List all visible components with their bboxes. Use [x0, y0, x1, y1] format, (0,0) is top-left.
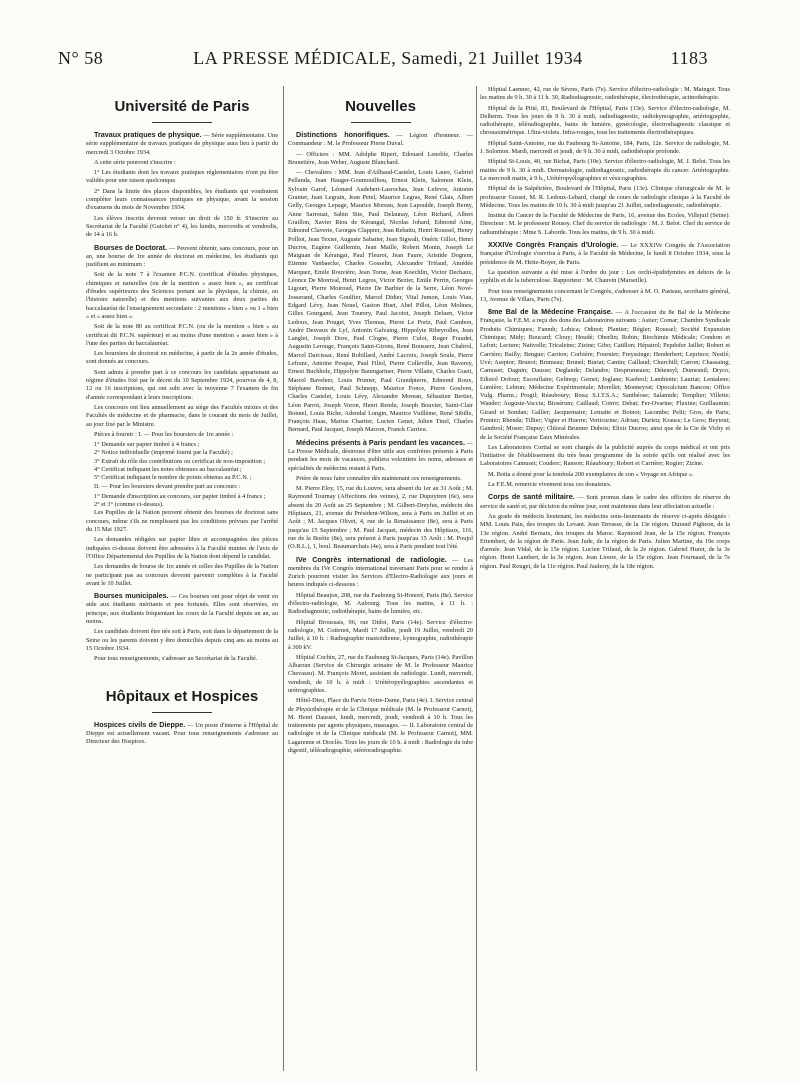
masthead	[58, 48, 708, 70]
paragraph: Hôpital Broussais, 96, rue Didot, Paris (14e). Service d'électro-radiologie, M. Cottenot, Mardi 17 Juillet, jeudi 19 Juillet, vendredi 20 Juillet, à 10 h. : Radiographie mastoïdienne, kymographie, radiothérapie à 300 kV.	[288, 618, 473, 651]
column-rule-1	[283, 86, 284, 1071]
article-congres-radiologie: IVe Congrès international de radiologie. — Les membres du IVe Congrès international traversant Paris pour se rendre à Zurich pourront visiter les Services d'Electro-Radiologie aux jours et heures indiqués ci-dessous :	[288, 554, 473, 589]
list-item: 4° Certificat indiquant les notes obtenues au baccalauréat ;	[94, 465, 242, 473]
paragraph: 2° Dans la limite des places disponibles, les étudiants qui voudraient compléter leurs connaissances pratiques en physique, avant la session d'examens du mois de Novembre 1934.	[86, 187, 278, 212]
paragraph: Prière de nous faire connaître dès maintenant ces renseignements.	[296, 474, 462, 482]
page-number: 1183	[670, 48, 708, 68]
article-bal-medecine: 8me Bal de la Médecine Française. — A l'occasion du 8e Bal de la Médecine Française, la F.E.M. a reçu des dons des Laboratoires suivants : Astier; Comar; Chambre Syndicale Produits Chimiques; Fanmh; Lobica; Odinot; Plantier; Régier; Roussel; Société Expansion Chimique; Midy; Boucard; Clouy; Houdé; Oberlin; Robin; Biochimie Médicale; Condom et Lefort; Lecture; Nativelle; Tricaleine; Zizine; Gibo; Catillon; Hépatrol; Pepdofer Jaillet; Robert et Carrière; Bailly; Bengue; Carrion; Corbière; Fournier; Freyssinge; Henderbert; Leprince; Nestlé; Uvé; Aseptor; Brunot; Brumeau; Brunel; Buriat; Cantin; Caillaud; Churchill; Carron; Chassaing; Camuset; Dagnin; Dausse; Deglande; Delandre; Desprumeaux; Détensyl; Dumesnil; Dryco; Edistol Dofour; Escouflaire; Gelinop; Gemet; Joglane; Kaobrol; Lambiotte; Lauriat; Lentalene; Lumière; Lebrun; Médecine Expérimentale; Morellet; Monneyrat; Opocalcium Bancon; Office Vulg. Pharm.; Progil; Réauboury; Rosa; S.I.T.S.A.; Santhéose; Salamide; Templier; Villette; Wander; Auguste-Vacciu; Biosérum; Caillaud; Coirre; Debat; Fer-Ovarine; Fluxine; Guillaumin; Girard et Sondan; Gallier; Jacquemaire; Lematte et Boinot; Lacombe; Pelit; Gros, de Paris; Prunier; Rhenda; Tillier; Vigier et Huerre; Verticurine; Adrian; Durieu; Krauss; Le Gros; Beytout; Gambrol; Moser; Dupuy; Chloral Brunner Dubois; Elixir Ducros; ainsi que de la Cie de Vichy et de la Société Française Eaux Minérales.	[480, 307, 730, 441]
article-lead: IVe Congrès international de radiologie.	[296, 554, 447, 564]
article-medecins-presents: Médecins présents à Paris pendant les vacances. — La Presse Médicale, désireuse d'être utile aux confrères présents à Paris pendant les mois de vacances, publiera volontiers les noms, adresses et spécialités de médecins restant à Paris.	[288, 437, 473, 472]
article-congres-urologie: XXXIVe Congrès Français d'Urologie. — Le XXXIVe Congrès de l'Association française d'Urologie s'ouvrira à Paris, à la Faculté de Médecine, le lundi 8 Octobre 1934, sous la présidence de M. Heitz-Boyer, de Paris.	[480, 240, 730, 266]
article-lead: XXXIVe Congrès Français d'Urologie.	[488, 240, 619, 250]
paragraph: Soit de la note 7 à l'examen P.C.N. (certificat d'études physiques, chimiques et naturelles (ou de la mention « assez bien », au certificat d'études supérieures des Sciences portant sur la physique, la chimie, ou l'histoire naturelle) et des mentions suivantes aux deux parties du baccalauréat de l'enseignement secondaire : 2 mentions « bien » ou 1 « bien » et « assez bien ».	[86, 271, 278, 320]
section-title-universite: Université de Paris	[114, 98, 250, 115]
paragraph: — Officiers : MM. Adolphe Ripert, Edouard Lenoble, Charles Brunetière, Jean Weber, Auguste Blanchard.	[288, 150, 473, 166]
paragraph: La F.E.M. remercie vivement tous ces donateurs.	[488, 481, 612, 489]
paragraph: Les candidats doivent être nés soit à Paris, soit dans le département de la Seine ou les parents doivent y être domiciliés depuis cinq ans au moins au 15 Octobre 1934.	[86, 628, 278, 652]
list-item: 3° Extrait du rôle des contributions ou certificat de non-imposition ;	[94, 457, 266, 465]
paragraph: Hôtel-Dieu, Place du Parvis Notre-Dame, Paris (4e). I. Service central de Physiothérapie et de la Clinique médicale (M. le Professeur Carnot), M. Henri Dausset, lundi, mercredi, jeudi, vendredi à 10 h. Tous les traitements par agents physiques, massages. — II. Laboratoire central de radiologie et de la Clinique médicale (M. le Professeur Carnot), MM. Lagarenne et Dioclès. Tous les jours de 10 h. à midi : Radiologie du tube digestif, téléradiographie, stéréoradiographie.	[288, 697, 473, 755]
paragraph: Sont admis à prendre part à ce concours les candidats appartenant au régime d'études fixé par le décret du 10 Septembre 1924, pourvus de 4, 8, 12 ou 16 inscriptions, qui ont subi avec la moyenne 7 l'examen de fin d'année correspondant à leurs inscriptions.	[86, 368, 278, 401]
paragraph: M. Botta a donné pour la tombola 200 exemplaires de son « Voyage en Afrique ».	[488, 470, 694, 478]
documents-list-1	[86, 441, 278, 482]
article-corps-sante-militaire: Corps de santé militaire. — Sont promus dans le cadre des officiers de réserve du service de santé et, par décision du même jour, sont maintenus dans leur affectation actuelle :	[480, 492, 730, 510]
paragraph: Hôpital de la Pitié, 83, Boulevard de l'Hôpital, Paris (13e). Service d'électro-radiologie, M. Delherm. Tous les jours de 9 h. 30 à midi, radiodiagnostic, radiokymographie, artériographie, radiothérapie, téléradiographie, bains de lumière, gynécologie, électrodiagnostic classique et chronaximétrique. Ultra-violets. Infra-rouges, tous les traitements électrothérapiques.	[480, 104, 730, 137]
paragraph: Hôpital Saint-Antoine, rue du Faubourg St-Antoine, 184, Paris, 12e. Service de radiologie, M. J. Solomon. Mardi, mercredi et jeudi, de 9 h. 30 à midi, radiothérapie profonde.	[480, 139, 730, 156]
article-lead: Hospices civils de Dieppe.	[94, 719, 186, 729]
list-item: 1° Demande d'inscription au concours, sur papier timbré à 4 francs ;	[94, 492, 266, 500]
section-title-hopitaux: Hôpitaux et Hospices	[105, 687, 259, 705]
list-item: 5° Certificat indiquant le nombre de points obtenus au P.C.N. ;	[94, 474, 252, 482]
section-divider	[351, 122, 411, 123]
newspaper-title: LA PRESSE MÉDICALE, Samedi, 21 Juillet 1934	[193, 48, 583, 68]
issue-number: N° 58	[58, 48, 104, 68]
article-travaux-pratiques: Travaux pratiques de physique. — Série supplémentaire. Une série supplémentaire de travaux pratiques de physique aura lieu à partir du mercredi 3 Octobre 1934.	[86, 130, 278, 156]
paragraph: Institut du Cancer de la Faculté de Médecine de Paris, 16, avenue des Ecoles, Villejuif (Seine). Directeur : M. le professeur Roussy. Chef du service de radiologie : M. J. Belot. Chef du service de radiumthérapie : Mme S. Laborde. Tous les matins, de 9 h. 30 à midi.	[480, 212, 730, 236]
article-bourses-municipales: Bourses municipales. — Ces bourses ont pour objet de venir en aide aux étudiants méritants et peu fortunés. Elles sont réservées, en principe, aux étudiants fréquentant les cours de la Faculté depuis un an, au moins.	[86, 591, 278, 626]
article-lead: Bourses municipales.	[94, 591, 169, 601]
article-lead: Travaux pratiques de physique.	[94, 130, 202, 139]
list-item: 1° Demande sur papier timbré à 4 francs ;	[94, 441, 200, 449]
article-lead: Médecins présents à Paris pendant les vacances.	[296, 437, 466, 447]
paragraph: Soit de la note 80 au certificat P.C.N. (ou de la mention « bien » au certificat dit P.C.N. supérieur) et au moins d'une mention « assez bien » à l'une des parties du baccalauréat.	[86, 323, 278, 347]
paragraph: Au grade de médecin lieutenant, les médecins sous-lieutenants de réserve ci-après désignés : MM. Louis Pain, des troupes du Levant. Jean Terrasse, de la 13e région. Durand Pigheon, de la 13e région. André Bernaix, des troupes du Maroc. Raymond Jean, de la 15e région. François Ertembert, de la région de Paris. Jean Jude, de la région de Paris. Julien Martine, du 19e corps d'armée. Jean Vidal, de la 15e région. Lucien Trifaud, de la 2e région. Gabriel Huret, de la 3e région. Henri Lambert, de la 3e région. Jean Lioure, de la 15e région. Jean Fournaud, de la 7e région. Paul Rouget, de la 11e région. Paul Jaulerry, de la 18e région.	[480, 512, 730, 570]
paragraph: Hôpital Laennec, 42, rue de Sèvres, Paris (7e). Service d'électro-radiologie : M. Maingot. Tous les matins de 9 h. 30 à 11 h. 30, Radiodiagnostic, radiothérapie, électrothérapie, actinothérapie.	[480, 86, 730, 102]
article-hospices-dieppe: Hospices civils de Dieppe. — Un poste d'interne à l'Hôpital de Dieppe est actuellement vacant. Pour tous renseignements s'adresser au Directeur des Hospices.	[86, 719, 278, 746]
column-rule-2	[476, 86, 477, 1071]
paragraph: Hôpital St-Louis, 40, rue Bichat, Paris (10e). Service d'électro-radiologie, M. J. Belot. Tous les matins de 9 h. 30 à midi. Dermatologie, radiodiagnostic, radiothérapie du cancer. Artériographie. Le mercredi matin, à 9 h., Urétéropyélographies et vésicographies.	[480, 158, 730, 182]
column-2	[288, 86, 473, 1076]
article-distinctions: Distinctions honorifiques. — Légion d'honneur. — Commandeur : M. le Professeur Pierre Duval.	[288, 130, 473, 148]
article-lead: Bourses de Doctorat.	[94, 242, 168, 252]
list-item: 2° Notice individuelle (imprimé fourni par la Faculté) ;	[94, 449, 233, 457]
section-title-nouvelles: Nouvelles	[345, 98, 416, 115]
column-3	[480, 86, 730, 1076]
paragraph: Les boursiers de doctorat en médecine, à partir de la 2e année d'études, sont donnés au concours.	[86, 350, 278, 366]
paragraph: 1° Les étudiants dont les travaux pratiques réglementaires n'ont pu être validés pour une raison quelconque.	[86, 169, 278, 185]
article-lead: Corps de santé militaire.	[488, 492, 575, 502]
column-1	[86, 86, 278, 1076]
article-lead: Distinctions honorifiques.	[296, 130, 390, 139]
paragraph: Les Pupilles de la Nation peuvent obtenir des bourses de doctorat sans concours, même s'ils ne remplissent pas les conditions prévues par l'arrêté du 15 Mai 1927.	[86, 509, 278, 534]
paragraph: Les demandes de bourse de 1re année et celles des Pupilles de la Nation ne participant pas au concours devront parvenir complètes à la Faculté avant le 10 Juillet.	[86, 563, 278, 587]
paragraph: Pour tous renseignements, s'adresser au Secrétariat de la Faculté.	[94, 655, 258, 663]
article-lead: 8me Bal de la Médecine Française.	[488, 307, 613, 317]
paragraph: A cette série pourront s'inscrire :	[94, 158, 176, 166]
paragraph: — Chevaliers : MM. Jean d'Ailhaud-Castelet, Louis Laure, Gabriel Pellanda, Jean Hauger-Goumouilhou, Ernest Klein, Salomon Klein, Sylvain Garof, Léonard Audebert-Lasrochas, Jean Lefevre, Antonin Granier, Jean Legrain, Jean Petel, Maurice Legras, René Glais, Albert Gelly, Georges Lepage, Maurice Moreau, Jean Lapoulde, Joseph Berny, Anne Sarrouat, Sabin Site, Paul Delaunay, Léon Richard, Albert Graillon, Xavier Riou de Kérangal, Nicolas Jobard, Edmond Aine, Edmond Claverie, Georges Clappier, Jean Rebattu, Henri Roussel, Henry Polliot, Jean Texier, Auguste Sabatier, Jean Sigwalt, Onéric Gillot, Henri Ducros, Eugène Guillemin, Jean Maille, Robert Monin, Joseph Le Maiguan de Kérangat, Paul Fleurot, Jean Faure, Aristide Dognon, Etienne Vanbaecke, Charles Gosselin, Alexandre Trifaud, Amédée Marquez, Emile Rouvière, Jean Torne, Jean Koechlin, Victor Dechaux, Léonce De Montval, Henri Legros, Victor Bezier, Emile Perrin, Georges Ligourt, Pierre Moiroud, Pierre De Barbier de la Serre, Léon Nové-Josserand, Charles Goulfier, Marcel Didier, Vital Jumon, Louis Viau, Edgard Lévy, Jean Nouel, Gaston Huet, Abel Pillot, Léon Molines, Gilles Gourgand, Jean Tourery, Paul Jacotot, Joseph Deluen, Victor Ledoux, Jean Pouget, Yves Thomas, Pierre Le Portz, Paul Cambon, André Desvaux de Lyf, Antonin Galvaing, Hippolyte Ribeyrolles, Jean Langlet, Joseph Dore, Paul Clogne, Pierre Culot, Roger Fraudet, Augustin Lerouge, François Saint-Girons, René Bousserz, Jean Chabrol, Marcel Darcissac, René Robillard, André Lacroix, Joseph Soule, Pierre Lefranc, Antoine Pesque, Paul Filiol, Pierre Colleville, Jean Raverey, Ernest Buchholz, Hippolyte Baumgartner, Pierre Villatte, Charles Gueit, Marcel Baveleer, Louis Prunier, Paul Grandpierre, Edmond Roux, Stéphane Bonnet, Paul Schnepp, Maurice Fonce, Pierre Goulven, Charles Castelet, Louis Lévy, Alexandre Morean, Sébastien Bertier, Léon Parrot, Joseph Voron, Henri Rendu, Joseph Bouvier, Saint-Clair Bonnel, Louis Riche, Adendal Longin, Maurice Vuillème, René Sibille, François Haas, Marius Chartier, Lucien Genet, Julien Tinel, Charles Bernard, Paul Jacquet, Joseph Macron, Franck Carrieu.	[288, 169, 473, 434]
paragraph: Les demandes rédigées sur papier libre et accompagnées des pièces indiquées ci-dessus doivent être adressées à la Faculté munies de l'avis de l'Office Départemental des Pupilles de la Nation dont dépend le candidat.	[86, 536, 278, 560]
paragraph: M. Pierre Eloy, 15, rue du Louvre, sera absent du 1er au 31 Août ; M. Raymond Tournay (Affections des veines), 2, rue Dupuytren (6e), sera absent du 20 Août au 25 Septembre ; M. Gilbert-Dreyfus, médecin des Hôpitaux, 21, avenue du Président-Wilson, sera à Paris en Juillet et en Août ; M. Jacques Olivet, 4, rue de la Renaissance (8e), sera à Paris jusqu'au 15 Septembre ; M. Paul Jacquet, médecin des Hôpitaux, 116, rue de la Boétie (8e), sera présent à Paris jusqu'au 15 Août ; M. Poujol (O.R.L.), 1, boul. Beaumarchais (4e), sera à Paris pendant tout l'été.	[288, 485, 473, 551]
documents-list-2	[86, 493, 278, 510]
paragraph: Hôpital Beaujon, 208, rue du Faubourg St-Honoré, Paris (8e). Service d'électro-radiologie, M. Aubourg. Tous les matins, à 11 h. : Radiodiagnostic, radiothérapie, bains de lumière, etc.	[288, 591, 473, 616]
paragraph: Pièces à fournir : I. — Pour les boursiers de 1re année :	[94, 430, 234, 438]
paragraph: Les élèves inscrits devront verser un droit de 150 fr. S'inscrire au Secrétariat de la Faculté (Guichet n° 4), les lundis, mercredis et vendredis, de 14 à 16 h.	[86, 214, 278, 239]
section-divider	[152, 712, 212, 713]
list-item: 2° et 3° (comme ci-dessus).	[94, 501, 164, 509]
paragraph: La question suivante a été mise à l'ordre du jour : Les orchi-épididymites en dehors de la syphilis et de la tuberculose. Rapporteur : M. Chauvin (Marseille).	[480, 268, 730, 285]
paragraph: Pour tous renseignements concernant le Congrès, s'adresser à M. O. Pasteau, secrétaire général, 13, Avenue de Villars, Paris (7e).	[480, 287, 730, 303]
paragraph: Les concours ont lieu annuellement au siège des Facultés mixtes et des Facultés de médecine et de pharmacie, dans le courant du mois de Juillet, au jour fixé par le Ministre.	[86, 403, 278, 428]
article-bourses-doctorat: Bourses de Doctorat. — Peuvent obtenir, sans concours, pour un an, une bourse de 1re année de doctorat en médecine, les étudiants qui justifient au minimum :	[86, 242, 278, 269]
paragraph: II. — Pour les boursiers devant prendre part au concours :	[94, 482, 241, 490]
paragraph: Hôpital Cochin, 27, rue du Faubourg St-Jacques, Paris (14e). Pavillon Albarran (Service de Chirurgie urinaire de M. le Professeur Maurice Chevassu). M. François Moret, assistant de radiologie. Lundi, mercredi, vendredi, de 10 h. à midi : Urétéropyélographies ascendantes et urétrographies.	[288, 653, 473, 694]
paragraph: Hôpital de la Salpêtrière, Boulevard de l'Hôpital, Paris (13e). Clinique chirurgicale de M. le professeur Gosset, M. R. Ledoux-Lebard, chargé de cours de radiologie clinique à la Faculté de Médecine. Tous les matins de 10 h. 30 à midi jusqu'au 21 Juillet, radiodiagnostic, radiothérapie.	[480, 185, 730, 209]
paragraph: Les Laboratoires Cortial se sont chargés de la publicité auprès du corps médical et ont pris l'initiative de l'établissement du très beau programme de la soirée qu'ils ont réalisé avec les Laboratoires Camuset; Couderc; Ranson; Réauboury; Robert et Carrière; Rogier; Zizine.	[480, 443, 730, 468]
section-divider	[152, 122, 212, 123]
